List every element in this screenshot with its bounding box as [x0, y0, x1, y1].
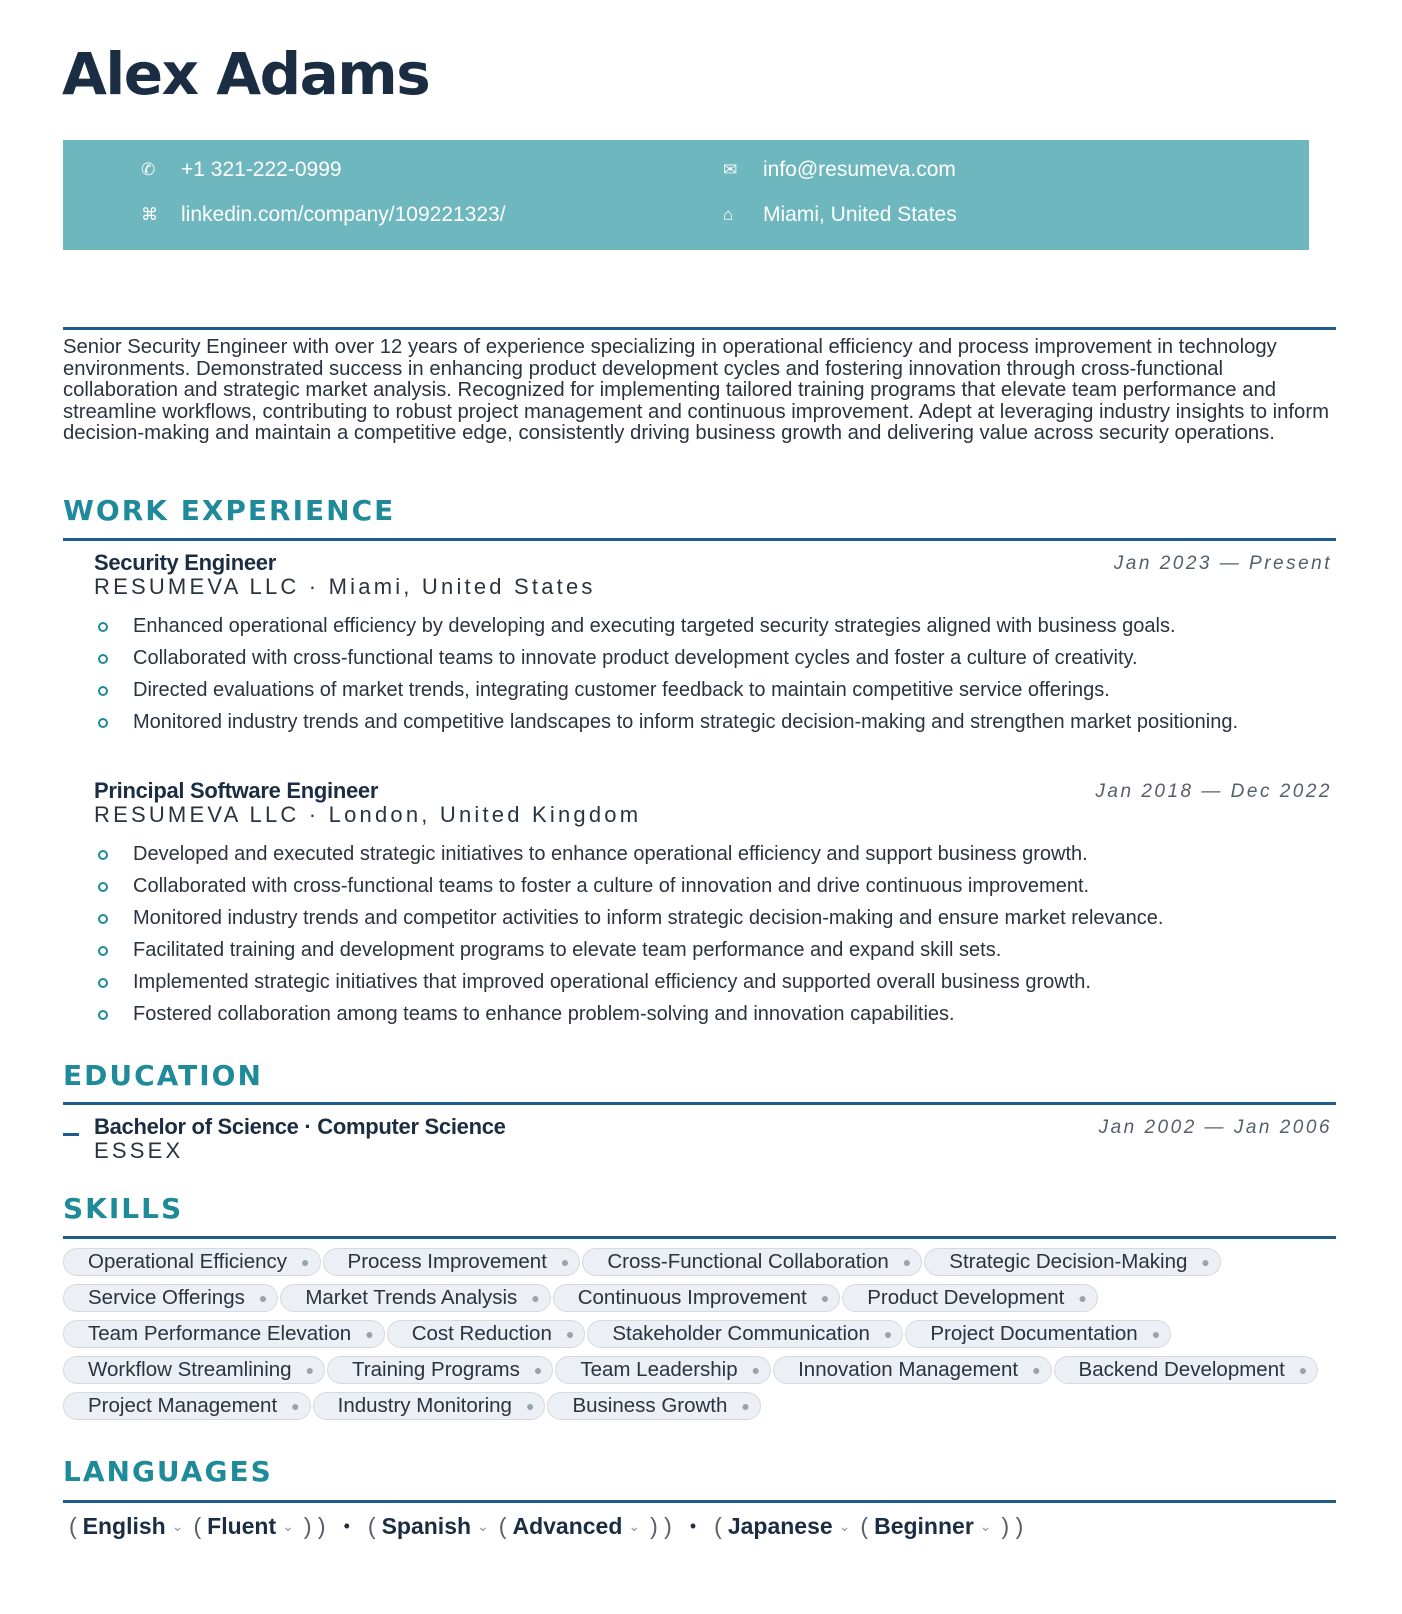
languages-list: [63, 1513, 1029, 1540]
skill-chip: [1054, 1356, 1319, 1384]
skill-chip: [63, 1392, 311, 1420]
languages-divider: [63, 1500, 1336, 1503]
summary-text: Senior Security Engineer with over 12 years of experience specializing in operational efficiency and process improvement in technology environments. Demonstrated success in enhancing product development cycles and fostering innovation through cross-functional collaboration and strategic market analysis. Recognized for implementing tailored training programs that elevate team performance and streamline workflows, contributing to robust project management and continuous improvement. Adept at leveraging industry insights to inform decision-making and maintain a competitive edge, consistently driving business growth and delivering value across security operations.: [63, 336, 1329, 444]
dot-icon: ●: [751, 1362, 761, 1378]
skill-chip: [63, 1320, 385, 1348]
location-text: Miami, United States: [763, 203, 957, 226]
contact-linkedin[interactable]: [141, 201, 506, 229]
dot-icon: ●: [1151, 1326, 1161, 1342]
open-paren: (: [367, 1513, 376, 1539]
skill-label: Stakeholder Communication: [612, 1322, 870, 1345]
work-divider: [63, 538, 1336, 541]
bullet-item: [98, 674, 1298, 706]
bullet-circle-icon: [98, 654, 108, 664]
skill-chip: [327, 1356, 553, 1384]
language-select[interactable]: Spanish: [381, 1513, 472, 1539]
dot-icon: ●: [565, 1326, 575, 1342]
contact-location: [723, 201, 957, 229]
dot-icon: ●: [560, 1254, 570, 1270]
linkedin-text: linkedin.com/company/109221323/: [181, 203, 506, 226]
skill-label: Business Growth: [572, 1394, 728, 1417]
close-paren: ) ): [650, 1513, 672, 1539]
bullet-item: [98, 642, 1298, 674]
candidate-name: Alex Adams: [62, 40, 430, 108]
dot-icon: ●: [1032, 1362, 1041, 1378]
skill-chip: [555, 1356, 771, 1384]
bullet-circle-icon: [98, 718, 108, 728]
skill-label: Project Documentation: [930, 1322, 1138, 1345]
skill-label: Continuous Improvement: [577, 1286, 807, 1309]
separator-dot-icon: •: [689, 1516, 697, 1536]
bullet-text: Collaborated with cross-functional teams to innovate product development cycles and foster a culture of creativity.: [133, 647, 1138, 669]
skill-chip: [582, 1248, 922, 1276]
skill-label: Strategic Decision-Making: [949, 1250, 1188, 1273]
skill-label: Team Leadership: [580, 1358, 738, 1381]
skill-label: Cross-Functional Collaboration: [607, 1250, 889, 1273]
education-marker: [63, 1133, 79, 1136]
close-paren: ) ): [303, 1513, 326, 1539]
chevron-down-icon[interactable]: ⌄: [979, 1518, 992, 1534]
skill-chip: [547, 1392, 760, 1420]
dot-icon: ●: [301, 1254, 310, 1270]
education-date: Jan 2002 — Jan 2006: [1098, 1117, 1332, 1138]
skill-label: Market Trends Analysis: [305, 1286, 518, 1309]
skill-label: Industry Monitoring: [337, 1394, 512, 1417]
dot-icon: ●: [365, 1326, 374, 1342]
mail-icon: ✉: [723, 160, 738, 179]
bullet-text: Developed and executed strategic initiatives to enhance operational efficiency and support business growth.: [133, 843, 1088, 865]
bullet-item: [98, 870, 1298, 902]
skill-chip: [280, 1284, 550, 1312]
open-paren: (: [193, 1513, 202, 1539]
open-paren: (: [860, 1513, 869, 1539]
skills-heading: SKILLS: [63, 1192, 184, 1225]
school-name: ESSEX: [94, 1138, 184, 1163]
dot-icon: ●: [305, 1362, 315, 1378]
job-company: RESUMEVA LLC · London, United Kingdom: [94, 802, 642, 827]
bullet-item: [98, 706, 1298, 738]
separator-dot-icon: •: [343, 1516, 350, 1536]
dot-icon: ●: [1298, 1362, 1308, 1378]
dot-icon: ●: [902, 1254, 912, 1270]
phone-icon: ✆: [141, 160, 156, 179]
degree-title: Bachelor of Science · Computer Science: [94, 1114, 506, 1139]
dot-icon: ●: [820, 1290, 830, 1306]
skill-chip: [323, 1248, 581, 1276]
bullet-circle-icon: [98, 686, 108, 696]
skill-label: Innovation Management: [798, 1358, 1019, 1381]
bullet-item: [98, 902, 1298, 934]
skill-chip: [63, 1284, 278, 1312]
skill-chip: [387, 1320, 586, 1348]
skill-label: Workflow Streamlining: [88, 1358, 292, 1381]
dot-icon: ●: [531, 1290, 540, 1306]
skill-chip: [553, 1284, 841, 1312]
summary-divider: [63, 327, 1336, 330]
bullet-item: [98, 998, 1298, 1030]
job-bullets: [98, 610, 1298, 738]
skill-label: Operational Efficiency: [88, 1250, 288, 1273]
dot-icon: ●: [525, 1398, 535, 1414]
bullet-circle-icon: [98, 1010, 108, 1020]
skills-divider: [63, 1236, 1336, 1239]
link-icon: ⌘: [141, 205, 158, 224]
level-select[interactable]: Advanced: [512, 1513, 623, 1539]
skill-chip: [905, 1320, 1171, 1348]
job-title: Security Engineer: [94, 550, 276, 575]
bullet-item: [98, 966, 1298, 998]
skill-label: Cost Reduction: [411, 1322, 552, 1345]
job-date: Jan 2018 — Dec 2022: [1095, 781, 1332, 802]
skill-label: Team Performance Elevation: [88, 1322, 352, 1345]
bullet-text: Implemented strategic initiatives that improved operational efficiency and supported overall business growth.: [133, 971, 1091, 993]
skill-chip: [63, 1356, 325, 1384]
bullet-circle-icon: [98, 914, 108, 924]
languages-heading: LANGUAGES: [63, 1455, 273, 1488]
dot-icon: ●: [1078, 1290, 1087, 1306]
open-paren: (: [714, 1513, 722, 1539]
bullet-text: Monitored industry trends and competitor activities to inform strategic decision-making and ensure market relevance.: [133, 907, 1164, 929]
bullet-text: Collaborated with cross-functional teams to foster a culture of innovation and drive continuous improvement.: [133, 875, 1090, 897]
level-select[interactable]: Beginner: [874, 1513, 974, 1539]
education-divider: [63, 1102, 1336, 1105]
education-heading: EDUCATION: [63, 1059, 263, 1092]
bullet-circle-icon: [98, 978, 108, 988]
bullet-text: Fostered collaboration among teams to enhance problem-solving and innovation capabilities.: [133, 1003, 955, 1025]
language-select[interactable]: Japanese: [727, 1513, 833, 1539]
skill-chip: [842, 1284, 1098, 1312]
bullet-text: Enhanced operational efficiency by developing and executing targeted security strategies aligned with business goals.: [133, 615, 1176, 637]
dot-icon: ●: [533, 1362, 543, 1378]
skill-chip: [587, 1320, 903, 1348]
bullet-item: [98, 934, 1298, 966]
chevron-down-icon[interactable]: ⌄: [171, 1518, 184, 1534]
email-text: info@resumeva.com: [763, 158, 956, 181]
chevron-down-icon[interactable]: ⌄: [477, 1518, 489, 1534]
job-date: Jan 2023 — Present: [1113, 553, 1332, 574]
contact-bar: [63, 140, 1309, 250]
bullet-circle-icon: [98, 622, 108, 632]
skill-label: Training Programs: [352, 1358, 520, 1381]
dot-icon: ●: [291, 1398, 300, 1414]
bullet-text: Directed evaluations of market trends, integrating customer feedback to maintain competitive service offerings.: [133, 679, 1110, 701]
dot-icon: ●: [258, 1290, 268, 1306]
skill-label: Product Development: [867, 1286, 1065, 1309]
work-experience-heading: WORK EXPERIENCE: [63, 494, 396, 527]
dot-icon: ●: [883, 1326, 893, 1342]
bullet-text: Facilitated training and development programs to elevate team performance and expand skill sets.: [133, 939, 1002, 961]
chevron-down-icon[interactable]: ⌄: [838, 1518, 851, 1534]
close-paren: ) ): [1001, 1513, 1024, 1539]
open-paren: (: [69, 1513, 77, 1539]
bullet-circle-icon: [98, 850, 108, 860]
skill-chip: [313, 1392, 546, 1420]
job-bullets: [98, 838, 1298, 1030]
skill-chip: [773, 1356, 1051, 1384]
skill-label: Service Offerings: [88, 1286, 245, 1309]
job-title: Principal Software Engineer: [94, 778, 379, 803]
skill-label: Process Improvement: [347, 1250, 547, 1273]
language-select[interactable]: English: [82, 1513, 166, 1539]
dot-icon: ●: [1201, 1254, 1210, 1270]
open-paren: (: [498, 1513, 507, 1539]
chevron-down-icon[interactable]: ⌄: [628, 1518, 641, 1534]
job-company: RESUMEVA LLC · Miami, United States: [94, 574, 596, 599]
skill-label: Project Management: [88, 1394, 278, 1417]
bullet-circle-icon: [98, 946, 108, 956]
bullet-item: [98, 610, 1298, 642]
chevron-down-icon[interactable]: ⌄: [282, 1518, 294, 1534]
skill-chip: [63, 1248, 321, 1276]
contact-email[interactable]: [723, 156, 956, 184]
dot-icon: ●: [741, 1398, 750, 1414]
level-select[interactable]: Fluent: [207, 1513, 277, 1539]
home-icon: ⌂: [723, 205, 734, 224]
bullet-text: Monitored industry trends and competitive landscapes to inform strategic decision-making and strengthen market positioning.: [133, 711, 1239, 733]
contact-phone[interactable]: [141, 156, 342, 184]
skill-chip: [924, 1248, 1221, 1276]
phone-text: +1 321-222-0999: [181, 158, 342, 181]
skill-label: Backend Development: [1078, 1358, 1285, 1381]
skills-list: [63, 1248, 1343, 1420]
bullet-item: [98, 838, 1298, 870]
bullet-circle-icon: [98, 882, 108, 892]
